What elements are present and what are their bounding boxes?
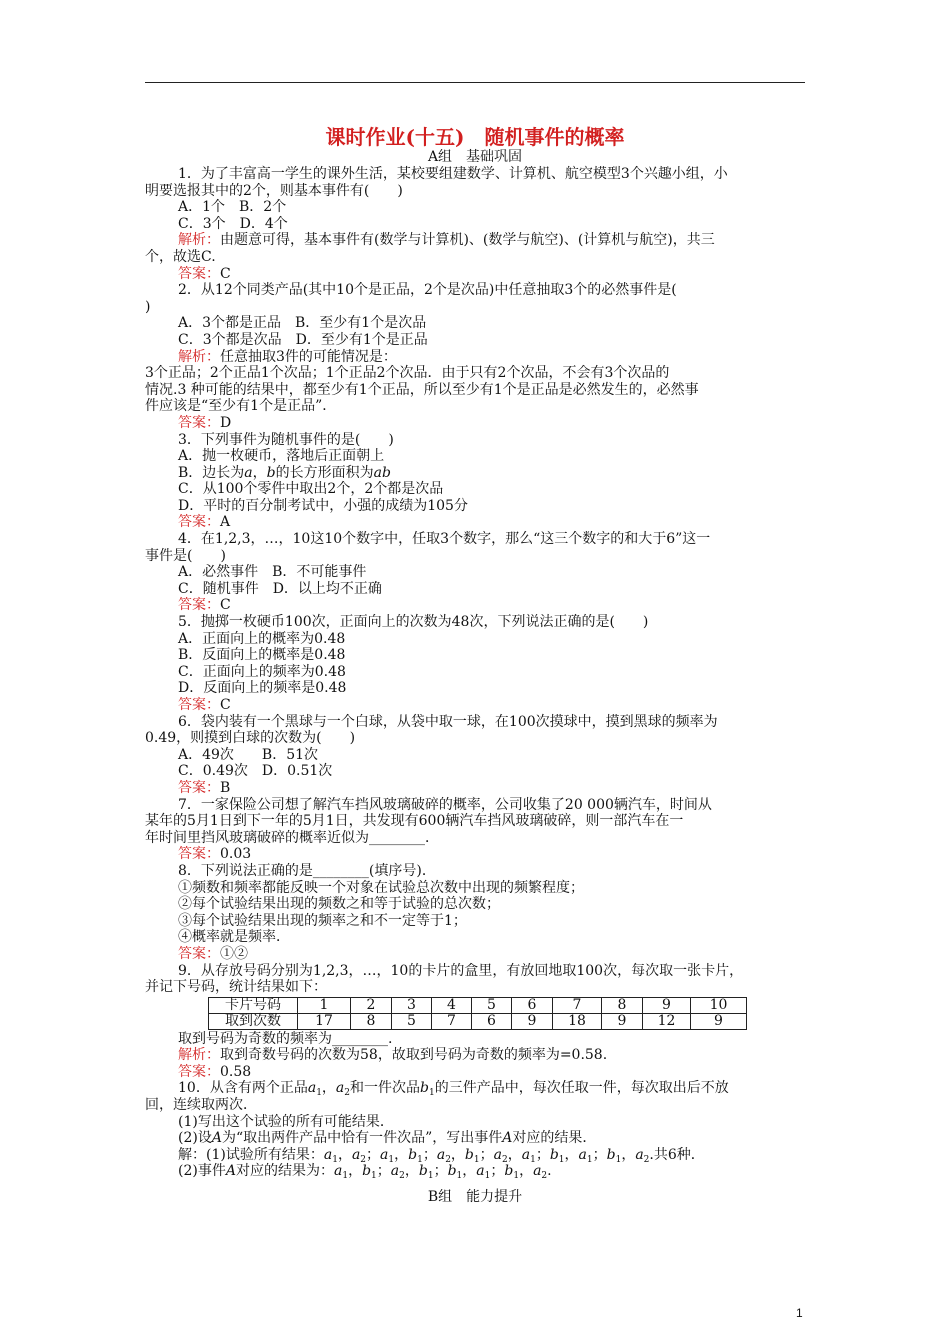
q7-stem-line1: 7．一家保险公司想了解汽车挡风玻璃破碎的概率，公司收集了20 000辆汽车，时间从 xyxy=(178,796,712,813)
page-number: 1 xyxy=(796,1306,803,1320)
q2-answer-value: D xyxy=(220,414,232,431)
q3-stem: 3．下列事件为随机事件的是( ) xyxy=(178,431,394,448)
q2-answer xyxy=(145,415,807,432)
q2-options-ab: A．3个都是正品 B．至少有1个是次品 xyxy=(178,315,427,332)
q3-option-c: C．从100个零件中取出2个，2个都是次品 xyxy=(178,481,444,498)
q1-options-ab: A．1个 B．2个 xyxy=(178,199,287,216)
q1-answer-value: C xyxy=(220,265,231,282)
q4-options-cd: C．随机事件 D．以上均不正确 xyxy=(178,580,382,597)
q5-answer xyxy=(145,697,807,714)
table-cell: 17 xyxy=(298,1013,351,1029)
q8-stem: 8．下列说法正确的是________(填序号)． xyxy=(178,862,436,879)
group-a-heading: A组 基础巩固 xyxy=(427,149,523,165)
q10-part2-text3: 对应的结果． xyxy=(512,1130,597,1147)
q2-options-cd: C．3个都是次品 D．至少有1个是正品 xyxy=(178,331,428,348)
q3-var-ab: ab xyxy=(373,464,391,481)
table-cell: 卡片号码 xyxy=(209,997,298,1013)
q10-stem-line1: 10．从含有两个正品$a_1$，$a_2$和一件次品$b_1$的三件产品中，每次任取一件，每次取出后不放 xyxy=(178,1080,729,1099)
q8-answer xyxy=(145,946,807,963)
q3-option-a: A．抛一枚硬币，落地后正面朝上 xyxy=(178,448,385,465)
q5-option-a: A．正面向上的概率为0.48 xyxy=(178,630,346,647)
q4-answer-value: C xyxy=(220,597,231,614)
q9-question: 取到号码为奇数的频率为________. xyxy=(178,1030,393,1047)
q7-stem-line3: 年时间里挡风玻璃破碎的概率近似为________． xyxy=(145,829,439,846)
q10-solution2-text1: (2)事件 xyxy=(178,1163,226,1180)
q10-solution-label: 解： xyxy=(178,1146,206,1163)
q10-solution2-text2: 对应的结果为： xyxy=(235,1163,334,1180)
q8-answer-label: 答案： xyxy=(178,945,220,962)
q2-analysis-line4: 件应该是“至少有1个是正品”． xyxy=(145,398,337,415)
q4-options-ab: A．必然事件 B．不可能事件 xyxy=(178,564,367,581)
q6-stem-line2: 0.49，则摸到白球的次数为( ) xyxy=(145,730,356,747)
q1-stem-line2: 明要选报其中的2个，则基本事件有( ) xyxy=(145,182,403,199)
q10-event-a: A xyxy=(211,1130,222,1147)
table-cell: 12 xyxy=(643,1013,691,1029)
q7-answer-label: 答案： xyxy=(178,846,220,863)
q2-analysis-line2: 3个正品；2个正品1个次品；1个正品2个次品．由于只有2个次品，不会有3个次品的 xyxy=(145,365,670,382)
table-cell: 10 xyxy=(691,997,747,1013)
q10-solution1-end: .共6种． xyxy=(649,1146,705,1163)
q5-stem: 5．抛掷一枚硬币100次，正面向上的次数为48次，下列说法正确的是( ) xyxy=(178,614,649,631)
q3-answer-label: 答案： xyxy=(178,514,220,531)
q9-analysis-label: 解析： xyxy=(178,1047,220,1064)
table-cell: 4 xyxy=(432,997,472,1013)
table-cell: 取到次数 xyxy=(209,1013,298,1029)
table-cell: 9 xyxy=(643,997,691,1013)
q3-option-d: D．平时的百分制考试中，小强的成绩为105分 xyxy=(178,497,468,514)
q1-options-cd: C．3个 D．4个 xyxy=(178,215,288,232)
table-cell: 7 xyxy=(432,1013,472,1029)
q10-part2-text2: 为“取出两件产品中恰有一件次品”，写出事件 xyxy=(221,1130,503,1147)
q9-answer-value: 0.58 xyxy=(220,1063,252,1080)
q9-stem-line1: 9．从存放号码分别为1,2,3，…，10的卡片的盒里，有放回地取100次，每次取一张卡片， xyxy=(178,962,744,979)
q1-answer xyxy=(145,266,807,283)
q9-answer-label: 答案： xyxy=(178,1063,220,1080)
q2-analysis-line1 xyxy=(145,349,807,366)
q7-answer-value: 0.03 xyxy=(220,846,252,863)
q10-stem-text2: 和一件次品 xyxy=(350,1080,421,1097)
q3-answer xyxy=(145,514,807,531)
table-cell: 6 xyxy=(472,1013,512,1029)
q2-answer-label: 答案： xyxy=(178,414,220,431)
q4-answer-label: 答案： xyxy=(178,597,220,614)
q1-analysis-line2: 个，故选C. xyxy=(145,248,216,265)
q6-options-ab: A．49次 B．51次 xyxy=(178,746,319,763)
q10-part2-text1: (2)设 xyxy=(178,1130,212,1147)
exercise-content xyxy=(145,166,807,1180)
table-cell: 5 xyxy=(472,997,512,1013)
table-cell: 1 xyxy=(298,997,351,1013)
q3-var-a: a xyxy=(244,464,253,481)
q10-stem-line2: 回，连续取两次． xyxy=(145,1097,257,1114)
q10-part1: (1)写出这个试验的所有可能结果． xyxy=(178,1113,394,1130)
q1-analysis-line1 xyxy=(145,232,807,249)
table-cell: 9 xyxy=(602,1013,643,1029)
q4-stem-line2: 事件是( ) xyxy=(145,547,226,564)
q2-analysis-line3: 情况.3 种可能的结果中，都至少有1个正品，所以至少有1个是正品是必然发生的，必然事 xyxy=(145,381,699,398)
table-cell: 6 xyxy=(512,997,553,1013)
table-row xyxy=(209,1013,747,1029)
q2-stem-line1: 2．从12个同类产品(其中10个是正品，2个是次品)中任意抽取3个的必然事件是( xyxy=(178,282,677,299)
q5-answer-label: 答案： xyxy=(178,697,220,713)
q3-option-b-text2: ， xyxy=(252,464,267,481)
q1-answer-label: 答案： xyxy=(178,265,220,282)
q9-analysis xyxy=(145,1047,807,1064)
q10-solution2: (2)事件A对应的结果为：$a_1$，$b_1$；$a_2$，$b_1$；$b_1$，$a_1$；$b_1$，$a_2$. xyxy=(178,1163,552,1182)
q9-stem-line2: 并记下号码，统计结果如下： xyxy=(145,979,327,996)
q9-frequency-table xyxy=(208,997,747,1030)
q6-answer-value: B xyxy=(220,779,231,796)
q8-statement-2: ②每个试验结果出现的频数之和等于试验的总次数； xyxy=(178,896,500,913)
q3-option-b-text1: B．边长为 xyxy=(178,464,245,481)
table-row xyxy=(209,997,747,1013)
table-cell: 7 xyxy=(553,997,602,1013)
q5-answer-value: C xyxy=(220,697,231,713)
q10-stem-text3: 的三件产品中，每次任取一件，每次取出后不放 xyxy=(434,1080,729,1097)
q2-analysis-label: 解析： xyxy=(178,348,220,365)
q6-stem-line1: 6．袋内装有一个黑球与一个白球，从袋中取一球，在100次摸球中，摸到黑球的频率为 xyxy=(178,713,718,730)
q7-stem-line2: 某年的5月1日到下一年的5月1日，共发现有600辆汽车挡风玻璃破碎，则一部汽车在一 xyxy=(145,813,684,830)
q8-answer-value: ①② xyxy=(220,945,248,962)
q4-answer xyxy=(145,597,807,614)
table-cell: 18 xyxy=(553,1013,602,1029)
q6-answer-label: 答案： xyxy=(178,779,220,796)
q10-event-a2: A xyxy=(502,1130,513,1147)
q10-solution2-event: A xyxy=(225,1163,236,1180)
table-cell: 8 xyxy=(602,997,643,1013)
q8-statement-4: ④概率就是频率． xyxy=(178,929,290,946)
table-cell: 8 xyxy=(351,1013,392,1029)
q10-part2 xyxy=(145,1130,807,1147)
q5-option-d: D．反面向上的频率是0.48 xyxy=(178,680,347,697)
q9-answer xyxy=(145,1064,807,1081)
q7-answer xyxy=(145,846,807,863)
q5-option-b: B．反面向上的概率是0.48 xyxy=(178,647,346,664)
q2-stem-line2: ) xyxy=(145,298,151,315)
table-cell: 9 xyxy=(512,1013,553,1029)
q8-statement-3: ③每个试验结果出现的频率之和不一定等于1； xyxy=(178,912,467,929)
q3-var-b: b xyxy=(266,464,276,481)
q1-stem-line1: 1．为了丰富高一学生的课外生活，某校要组建数学、计算机、航空模型3个兴趣小组，小 xyxy=(178,166,728,182)
table-cell: 9 xyxy=(691,1013,747,1029)
table-cell: 5 xyxy=(392,1013,432,1029)
q10-stem-text1: 10．从含有两个正品 xyxy=(178,1080,308,1097)
q1-analysis-text: 由题意可得，基本事件有(数学与计算机)、(数学与航空)、(计算机与航空)，共三 xyxy=(220,232,715,249)
page-title: 课时作业(十五) 随机事件的概率 xyxy=(325,125,625,149)
q10-solution1: 解：(1)试验所有结果：$a_1$，$a_2$；$a_1$，$b_1$；$a_2$，$b_1$；$a_2$，$a_1$；$b_1$，$a_1$；$b_1$，$a_2$.共6种． xyxy=(178,1146,705,1165)
q6-answer xyxy=(145,780,807,797)
q3-answer-value: A xyxy=(220,514,231,531)
q3-option-b-text3: 的长方形面积为 xyxy=(275,464,374,481)
group-b-heading: B组 能力提升 xyxy=(427,1189,523,1205)
q3-option-b xyxy=(145,465,807,482)
q4-stem-line1: 4．在1,2,3，…，10这10个数字中，任取3个数字，那么“这三个数字的和大于6”这一 xyxy=(178,531,711,548)
q2-analysis-text: 任意抽取3件的可能情况是： xyxy=(220,348,397,365)
q9-analysis-text: 取到奇数号码的次数为58，故取到号码为奇数的频率为=0.58. xyxy=(220,1047,608,1064)
q8-statement-1: ①频数和频率都能反映一个对象在试验总次数中出现的频繁程度； xyxy=(178,879,584,896)
header-rule xyxy=(145,82,805,83)
q5-option-c: C．正面向上的频率为0.48 xyxy=(178,663,346,680)
table-cell: 2 xyxy=(351,997,392,1013)
q1-analysis-label: 解析： xyxy=(178,232,220,249)
q10-solution1-text: (1)试验所有结果： xyxy=(206,1146,324,1163)
table-cell: 3 xyxy=(392,997,432,1013)
q6-options-cd: C．0.49次 D．0.51次 xyxy=(178,763,333,780)
